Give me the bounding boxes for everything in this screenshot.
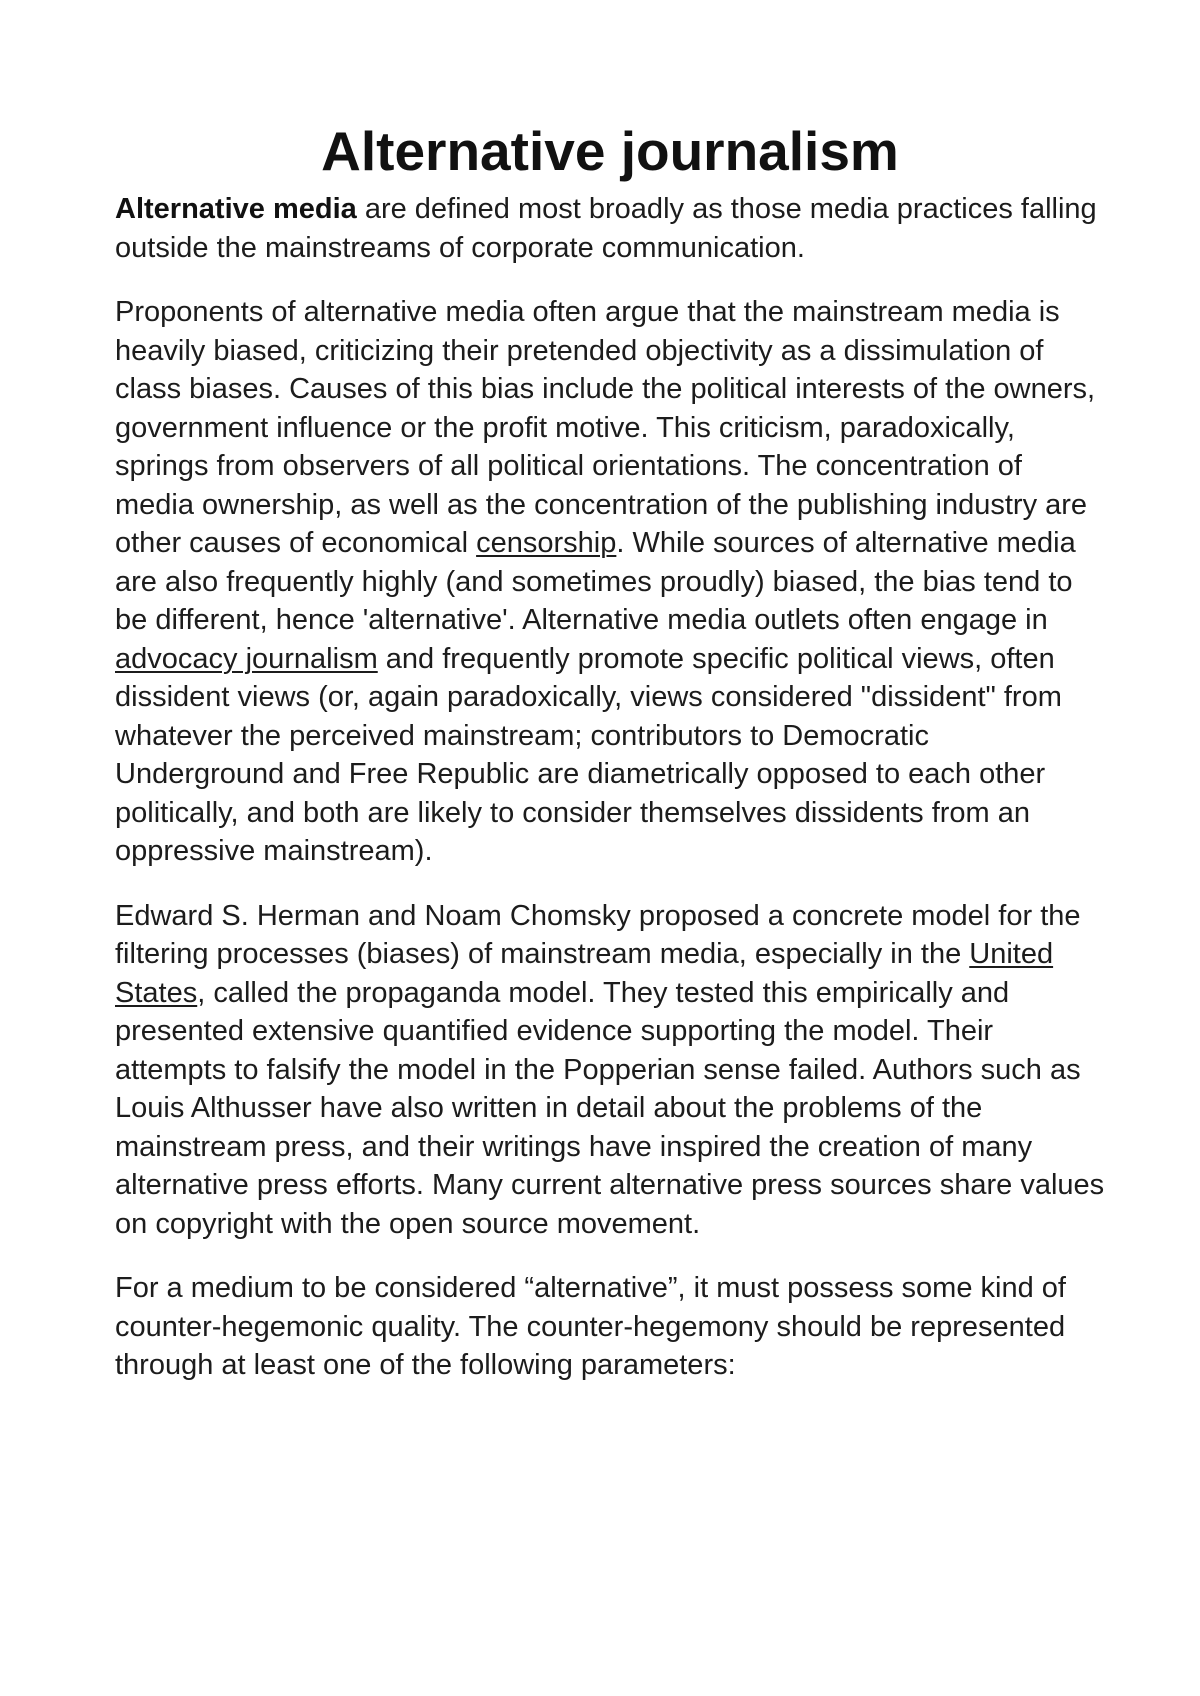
- link-censorship[interactable]: censorship: [476, 527, 617, 559]
- paragraph-text: , called the propaganda model. They tested this empirically and presented extensive quantified evidence supporting the model. Their attempts to falsify the model in the Popperian sense failed. Authors such as Louis Althusser have also written in detail about the problems of the mainstream press, and their writings have inspired the creation of many alternative press efforts. Many current alternative press sources share values on copyright with the open source movement.: [115, 976, 1105, 1240]
- paragraph-counter-hegemony: For a medium to be considered “alternative”, it must possess some kind of counter-hegemonic quality. The counter-hegemony should be represented through at least one of the following parameters:: [115, 1272, 1066, 1381]
- link-united-states[interactable]: United States: [115, 938, 1054, 1009]
- paragraph-propaganda-model: [115, 897, 1105, 1244]
- paragraph-text: . While sources of alternative media are also frequently highly (and sometimes proudly) biased, the bias tend to be different, hence 'alternative'. Alternative media outlets often engage in: [115, 527, 1076, 636]
- paragraph-text: Proponents of alternative media often argue that the mainstream media is heavily biased, criticizing their pretended objectivity as a dissimulation of class biases. Causes of this bias include the political interests of the owners, government influence or the profit motive. This criticism, paradoxically, springs from observers of all political orientations. The concentration of media ownership, as well as the concentration of the publishing industry are other causes of economical: [115, 296, 1096, 559]
- term-bold: Alternative media: [115, 193, 357, 225]
- link-advocacy-journalism[interactable]: advocacy journalism: [115, 642, 378, 675]
- paragraph-text: are defined most broadly as those media practices falling outside the mainstreams of corporate communication.: [115, 193, 1097, 264]
- page-title: Alternative journalism: [321, 120, 899, 182]
- paragraph-text: Edward S. Herman and Noam Chomsky proposed a concrete model for the filtering processes (biases) of mainstream media, especially in the: [115, 899, 1081, 970]
- paragraph-definition: [115, 190, 1105, 267]
- document-page: [115, 118, 1105, 1411]
- paragraph-bias: [115, 293, 1105, 871]
- paragraph-text: and frequently promote specific political views, often dissident views (or, again paradoxically, views considered "dissident" from whatever the perceived mainstream; contributors to Democratic Underground and Free Republic are diametrically opposed to each other politically, and both are likely to consider themselves dissidents from an oppressive mainstream).: [115, 642, 1062, 867]
